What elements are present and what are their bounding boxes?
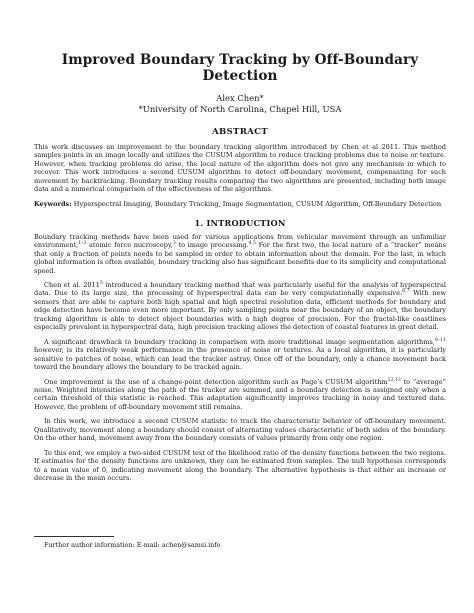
section-heading-introduction: 1. INTRODUCTION — [194, 217, 286, 228]
paper-title: Improved Boundary Tracking by Off-Boundary Detection — [61, 52, 419, 84]
keywords-text: Hyperspectral Imaging, Boundary Tracking, Image Segmentation, CUSUM Algorithm, Off-Boundary Detection — [73, 200, 442, 209]
abstract-text: This work discusses an improvement to the boundary tracking algorithm introduced by Chen et al 2011. This method samples points in an image locally and utilizes the CUSUM algorithm to reduce tracking problems due to noise or texture. However, when tracking problems do arise, the local nature of the algorithm does not give any mechanism in which to recover. This work introduces a second CUSUM algorithm to detect off-boundary movement, compensating for such movement by backtracking. Boundary tracking results comparing the two algorithms are presented, including both image data and a numerical comparison of the effectiveness of the algorithms. — [34, 143, 446, 194]
intro-paragraph-4: One improvement is the use of a change-point detection algorithm such as Page’s CUSUM algorithm$^{12,13}$ to “average” noise. Weighted intensities along the path of the tracker are summed, and a boundary detection is assigned only when a certain threshold of this statistic is reached. This adaptation significantly improves tracking in noisy and textured data. However, the problem of off-boundary movement still remains. — [34, 377, 446, 411]
footnote-author-info: Further author information: E-mail: achen@samsi.info — [44, 541, 221, 549]
intro-paragraph-1: Boundary tracking methods have been used for various applications from vehicular movement through an unfamiliar environment,$^{1-3}$ atomic force microscopy,$^3$ to image processing.$^{4,5}$ For the first two, the local nature of a “tracker” means that only a fraction of points needs to be sampled in order to obtain information about the domain. For the last, in which global information is often available, boundary tracking also has significant benefits due to its simplicity and computational speed. — [34, 232, 446, 275]
intro-paragraph-6: To this end, we employ a two-sided CUSUM test of the likelihood ratio of the density functions between the two regions. If estimates for the density functions are unknown, they can be estimated from samples. The null hypothesis corresponds to a mean value of 0, indicating movement along the boundary. The alternative hypothesis is that either an increase or decrease in the mean occurs. — [34, 448, 446, 483]
author-affiliation: *University of North Carolina, Chapel Hill, USA — [138, 104, 342, 114]
keywords-line — [34, 200, 446, 208]
footnote-rule — [34, 536, 114, 537]
intro-paragraph-2: Chen et al. 2011$^5$ introduced a boundary tracking method that was particularly useful for the analysis of hyperspectral data. Due to its large size, the processing of hyperspectral data can be very computationally expensive.$^{6,7}$ With new sensors that are able to capture both high spatial and high spectral resolution data, efficient methods for boundary and edge detection have become even more important. By only sampling points near the boundary of an object, the boundary tracking algorithm is able to detect object boundaries with a high degree of precision. For the fractal-like coastlines especially prevalent in hyperspectral data, high precision tracking allows the detection of coastal features in great detail. — [34, 280, 447, 332]
author-name: Alex Chen* — [216, 93, 264, 103]
intro-paragraph-5: In this work, we introduce a second CUSUM statistic to track the characteristic behavior of off-boundary movement. Qualitatively, movement along a boundary should consist of alternating values characteristic of both sides of the boundary. On the other hand, movement away from the boundary consists of values primarily from only one region. — [34, 417, 446, 443]
abstract-heading: ABSTRACT — [212, 127, 268, 137]
intro-paragraph-3: A significant drawback to boundary tracking in comparison with more traditional image segmentation algorithms,$^{8-11}$ however, is its relatively weak performance in the presence of noise or textures. As a local algorithm, it is particularly sensitive to patches of noise, which can lead the tracker astray. Once off of the boundary, only a chance movement back toward the boundary allows the boundary to be tracked again. — [34, 337, 446, 372]
keywords-label: Keywords: — [34, 200, 72, 209]
